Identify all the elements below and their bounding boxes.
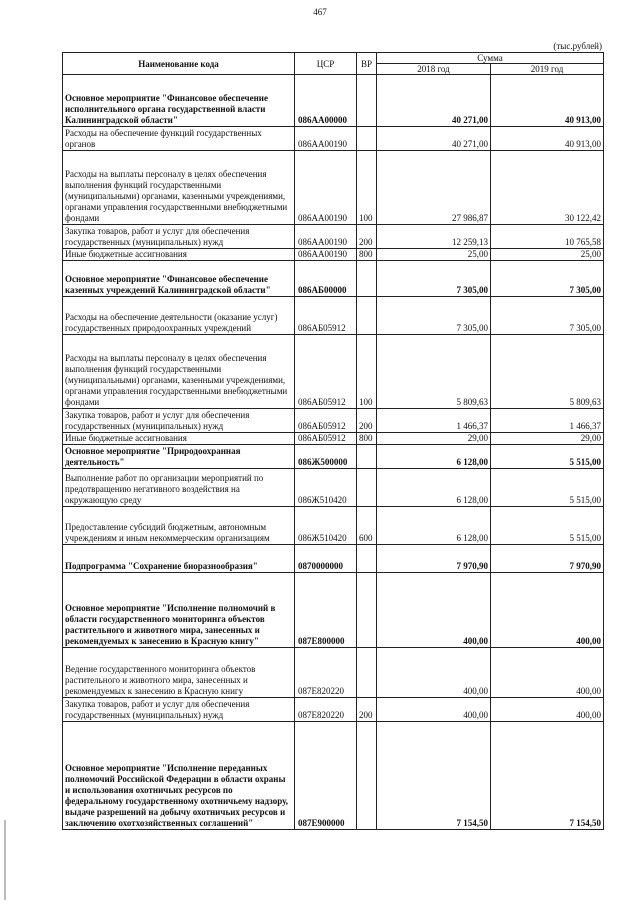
row-name: Закупка товаров, работ и услуг для обеспечения государственных (муниципальных) нужд bbox=[63, 409, 295, 433]
header-2019: 2019 год bbox=[491, 64, 604, 75]
row-csr: 0870000000 bbox=[295, 545, 357, 573]
row-name: Основное мероприятие "Финансовое обеспечение казенных учреждений Калининградской области" bbox=[63, 261, 295, 297]
row-vr: 800 bbox=[357, 433, 377, 445]
row-vr bbox=[357, 573, 377, 648]
table-row bbox=[63, 648, 604, 698]
header-sum: Сумма bbox=[377, 53, 604, 64]
row-csr: 086АА00190 bbox=[295, 225, 357, 249]
row-2018: 400,00 bbox=[377, 573, 491, 648]
row-vr: 600 bbox=[357, 507, 377, 545]
row-2018: 6 128,00 bbox=[377, 445, 491, 469]
row-vr: 200 bbox=[357, 225, 377, 249]
table-row bbox=[63, 409, 604, 433]
budget-table bbox=[62, 52, 604, 830]
row-2019: 30 122,42 bbox=[491, 151, 604, 225]
row-name: Основное мероприятие "Исполнение переданных полномочий Российской Федерации в области охраны и использования охотничьих ресурсов по федеральному государственному охотничьему надзору, выдаче разрешений на добычу охотничьих ресурсов и заключению охотхозяйственных соглашений" bbox=[63, 722, 295, 830]
row-name: Закупка товаров, работ и услуг для обеспечения государственных (муниципальных) нужд bbox=[63, 698, 295, 722]
margin-mark bbox=[4, 820, 6, 900]
row-csr: 086АА00000 bbox=[295, 75, 357, 127]
row-2019: 7 305,00 bbox=[491, 261, 604, 297]
row-2018: 7 970,90 bbox=[377, 545, 491, 573]
row-name: Выполнение работ по организации мероприятий по предотвращению негативного воздействия на окружающую среду bbox=[63, 469, 295, 507]
row-vr bbox=[357, 297, 377, 335]
row-name: Ведение государственного мониторинга объектов растительного и животного мира, занесенных и рекомендуемых к занесению в Красную книгу bbox=[63, 648, 295, 698]
row-2018: 27 986,87 bbox=[377, 151, 491, 225]
row-csr: 087Е800000 bbox=[295, 573, 357, 648]
row-2019: 5 515,00 bbox=[491, 445, 604, 469]
row-name: Иные бюджетные ассигнования bbox=[63, 249, 295, 261]
row-2018: 12 259,13 bbox=[377, 225, 491, 249]
row-name: Иные бюджетные ассигнования bbox=[63, 433, 295, 445]
row-vr bbox=[357, 469, 377, 507]
row-vr: 100 bbox=[357, 151, 377, 225]
row-2018: 40 271,00 bbox=[377, 127, 491, 151]
row-2019: 7 154,50 bbox=[491, 722, 604, 830]
table-row bbox=[63, 335, 604, 409]
row-vr bbox=[357, 75, 377, 127]
row-2019: 5 515,00 bbox=[491, 469, 604, 507]
row-csr: 087Е820220 bbox=[295, 648, 357, 698]
row-vr: 200 bbox=[357, 409, 377, 433]
row-2018: 7 305,00 bbox=[377, 297, 491, 335]
row-2019: 40 913,00 bbox=[491, 75, 604, 127]
row-csr: 086Ж510420 bbox=[295, 507, 357, 545]
row-csr: 086АБ00000 bbox=[295, 261, 357, 297]
row-vr bbox=[357, 648, 377, 698]
table-row bbox=[63, 261, 604, 297]
row-csr: 086АБ05912 bbox=[295, 297, 357, 335]
row-vr bbox=[357, 445, 377, 469]
row-name: Подпрограмма "Сохранение биоразнообразия" bbox=[63, 545, 295, 573]
row-name: Предоставление субсидий бюджетным, автономным учреждениям и иным некоммерческим организациям bbox=[63, 507, 295, 545]
row-csr: 086Ж510420 bbox=[295, 469, 357, 507]
table-row bbox=[63, 507, 604, 545]
row-csr: 087Е820220 bbox=[295, 698, 357, 722]
row-name: Расходы на обеспечение деятельности (оказание услуг) государственных природоохранных учреждений bbox=[63, 297, 295, 335]
table-row bbox=[63, 573, 604, 648]
row-name: Основное мероприятие "Финансовое обеспечение исполнительного органа государственной власти Калининградской области" bbox=[63, 75, 295, 127]
row-2019: 5 809,63 bbox=[491, 335, 604, 409]
row-vr: 200 bbox=[357, 698, 377, 722]
table-row bbox=[63, 545, 604, 573]
row-csr: 086АА00190 bbox=[295, 249, 357, 261]
row-vr bbox=[357, 261, 377, 297]
table-row bbox=[63, 249, 604, 261]
table-body bbox=[63, 75, 604, 830]
table-row bbox=[63, 469, 604, 507]
row-2018: 25,00 bbox=[377, 249, 491, 261]
row-2019: 400,00 bbox=[491, 573, 604, 648]
header-csr: ЦСР bbox=[295, 53, 357, 75]
header-name: Наименование кода bbox=[63, 53, 295, 75]
row-2018: 400,00 bbox=[377, 698, 491, 722]
header-vr: ВР bbox=[357, 53, 377, 75]
row-vr bbox=[357, 545, 377, 573]
row-csr: 086АБ05912 bbox=[295, 409, 357, 433]
row-2019: 25,00 bbox=[491, 249, 604, 261]
page-number: 467 bbox=[313, 7, 327, 17]
row-name: Расходы на выплаты персоналу в целях обеспечения выполнения функций государственными (муниципальными) органами, казенными учреждениями, органами управления государственными внебюджетными фондами bbox=[63, 335, 295, 409]
table-row bbox=[63, 75, 604, 127]
row-name: Расходы на обеспечение функций государственных органов bbox=[63, 127, 295, 151]
row-2018: 29,00 bbox=[377, 433, 491, 445]
table-row bbox=[63, 433, 604, 445]
row-csr: 086АБ05912 bbox=[295, 433, 357, 445]
row-2019: 40 913,00 bbox=[491, 127, 604, 151]
row-name: Расходы на выплаты персоналу в целях обеспечения выполнения функций государственными (муниципальными) органами, казенными учреждениями, органами управления государственными внебюджетными фондами bbox=[63, 151, 295, 225]
table-row bbox=[63, 698, 604, 722]
row-csr: 087Е900000 bbox=[295, 722, 357, 830]
row-2018: 5 809,63 bbox=[377, 335, 491, 409]
row-2019: 7 970,90 bbox=[491, 545, 604, 573]
row-2019: 5 515,00 bbox=[491, 507, 604, 545]
row-2019: 400,00 bbox=[491, 698, 604, 722]
row-2019: 10 765,58 bbox=[491, 225, 604, 249]
table-row bbox=[63, 127, 604, 151]
table-row bbox=[63, 297, 604, 335]
row-2018: 6 128,00 bbox=[377, 507, 491, 545]
row-2018: 400,00 bbox=[377, 648, 491, 698]
row-name: Основное мероприятие "Исполнение полномочий в области государственного мониторинга объектов растительного и животного мира, занесенных и рекомендуемых к занесению в Красную книгу" bbox=[63, 573, 295, 648]
table-row bbox=[63, 225, 604, 249]
table-row bbox=[63, 151, 604, 225]
row-vr: 100 bbox=[357, 335, 377, 409]
row-csr: 086АБ05912 bbox=[295, 335, 357, 409]
header-2018: 2018 год bbox=[377, 64, 491, 75]
row-2019: 400,00 bbox=[491, 648, 604, 698]
row-2018: 6 128,00 bbox=[377, 469, 491, 507]
table-row bbox=[63, 445, 604, 469]
row-vr bbox=[357, 722, 377, 830]
row-2018: 40 271,00 bbox=[377, 75, 491, 127]
row-vr bbox=[357, 127, 377, 151]
units-label: (тыс.рублей) bbox=[553, 41, 602, 51]
row-name: Закупка товаров, работ и услуг для обеспечения государственных (муниципальных) нужд bbox=[63, 225, 295, 249]
row-2019: 1 466,37 bbox=[491, 409, 604, 433]
row-csr: 086Ж500000 bbox=[295, 445, 357, 469]
row-2019: 29,00 bbox=[491, 433, 604, 445]
row-2018: 7 154,50 bbox=[377, 722, 491, 830]
table-row bbox=[63, 722, 604, 830]
row-2019: 7 305,00 bbox=[491, 297, 604, 335]
row-2018: 7 305,00 bbox=[377, 261, 491, 297]
row-name: Основное мероприятие "Природоохранная деятельность" bbox=[63, 445, 295, 469]
row-csr: 086АА00190 bbox=[295, 127, 357, 151]
row-csr: 086АА00190 bbox=[295, 151, 357, 225]
row-2018: 1 466,37 bbox=[377, 409, 491, 433]
row-vr: 800 bbox=[357, 249, 377, 261]
